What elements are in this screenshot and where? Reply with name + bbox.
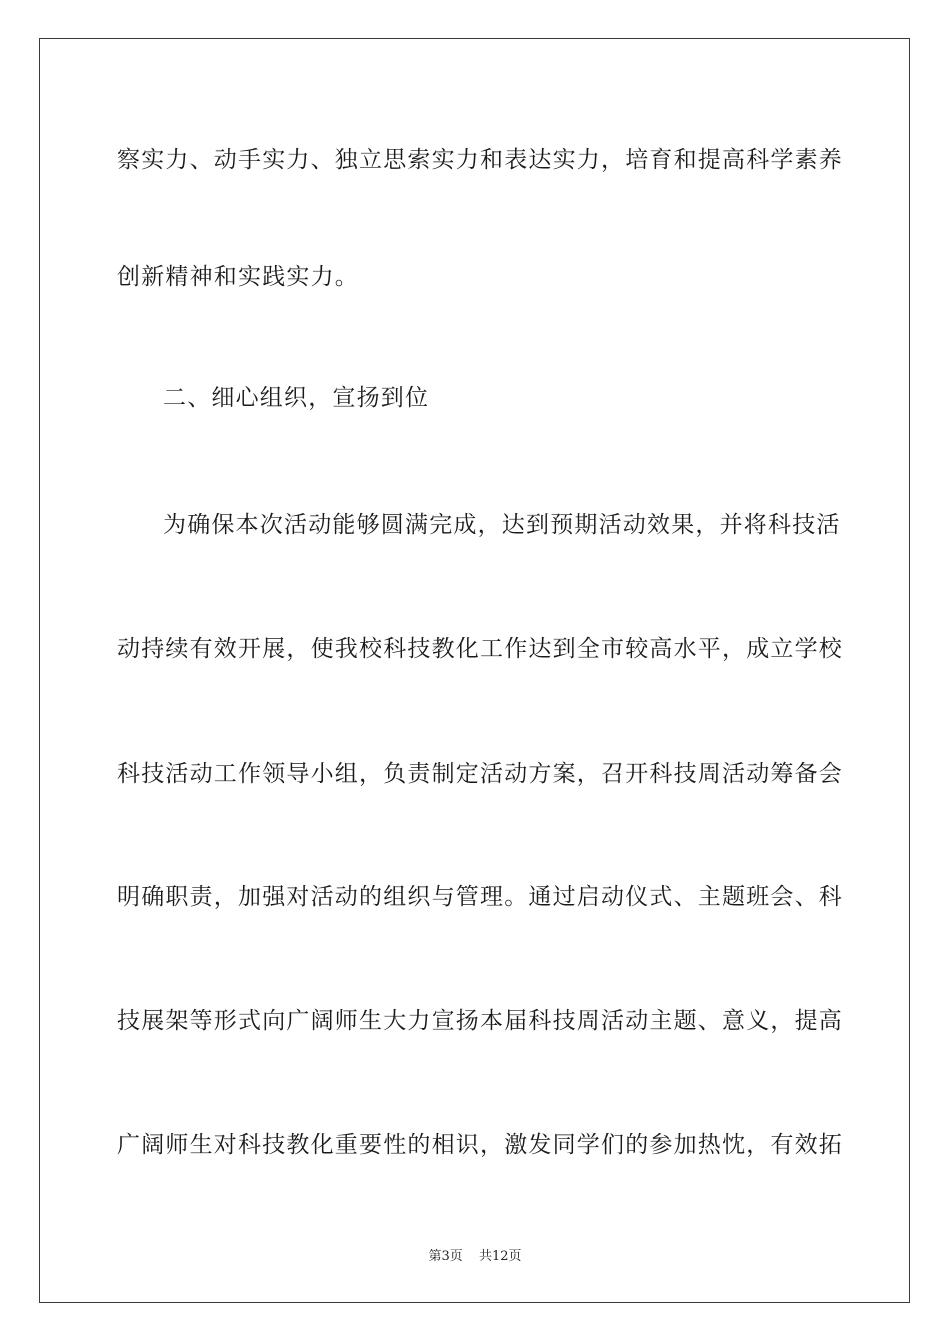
body-line-6: 明确职责，加强对活动的组织与管理。通过启动仪式、主题班会、科 bbox=[117, 884, 843, 910]
body-line-1: 察实力、动手实力、独立思索实力和表达实力，培育和提高科学素养 bbox=[117, 147, 843, 173]
body-line-2: 创新精神和实践实力。 bbox=[117, 264, 359, 290]
body-line-5: 科技活动工作领导小组，负责制定活动方案，召开科技周活动筹备会 bbox=[117, 761, 843, 787]
body-line-3: 为确保本次活动能够圆满完成，达到预期活动效果，并将科技活 bbox=[163, 512, 841, 538]
page-total: 共12页 bbox=[478, 1249, 522, 1264]
page-footer bbox=[0, 1248, 950, 1266]
body-line-8: 广阔师生对科技教化重要性的相识，激发同学们的参加热忱，有效拓 bbox=[117, 1132, 843, 1158]
page-number: 第3页 bbox=[428, 1249, 463, 1264]
body-line-7: 技展架等形式向广阔师生大力宣扬本届科技周活动主题、意义，提高 bbox=[117, 1008, 843, 1034]
section-heading: 二、细心组织，宣扬到位 bbox=[163, 385, 430, 411]
page-border bbox=[39, 38, 910, 1303]
body-line-4: 动持续有效开展，使我校科技教化工作达到全市较高水平，成立学校 bbox=[117, 636, 843, 662]
